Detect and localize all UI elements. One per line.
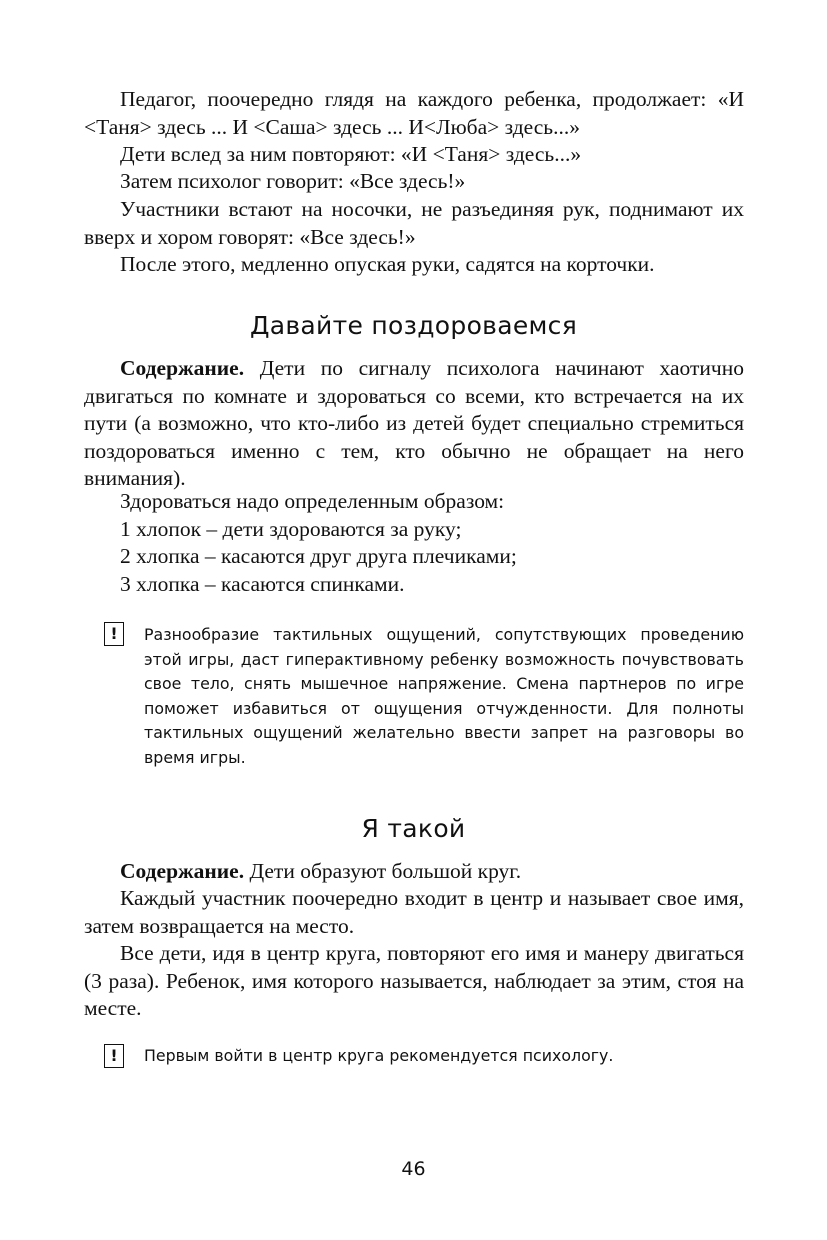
section2-paragraph-2: Каждый участник поочередно входит в центр и называет свое имя, затем возвращается на место.: [84, 886, 744, 938]
content-text: Дети образуют большой круг.: [244, 859, 522, 883]
page-number: 46: [401, 1158, 426, 1180]
exclamation-note-icon: !: [104, 622, 124, 646]
rule-2-claps: 2 хлопка – касаются друг друга плечиками;: [120, 544, 517, 568]
section-title-greeting: Давайте поздороваемся: [249, 311, 578, 340]
section2-content-paragraph: [84, 858, 744, 886]
rule-1-clap: 1 хлопок – дети здороваются за руку;: [120, 517, 462, 541]
exclamation-note-icon: !: [104, 1044, 124, 1068]
section2-note: Первым войти в центр круга рекомендуется психологу.: [144, 1046, 614, 1065]
section-title-i-am-like-this: Я такой: [361, 814, 466, 843]
section2-paragraph-3: Все дети, идя в центр круга, повторяют его имя и манеру двигаться (3 раза). Ребенок, имя которого называется, наблюдает за этим, стоя на месте.: [84, 941, 744, 1020]
section1-note: Разнообразие тактильных ощущений, сопутствующих проведению этой игры, даст гиперактивному ребенку возможность почувствовать свое тело, снять мышечное напряжение. Смена партнеров по игре поможет избавиться от ощущения отчужденности. Для полноты тактильных ощущений желательно ввести запрет на разговоры во время игры.: [144, 625, 744, 767]
intro-paragraph-2: Дети вслед за ним повторяют: «И <Таня> здесь...»: [120, 142, 582, 166]
intro-paragraph-3: Затем психолог говорит: «Все здесь!»: [120, 169, 466, 193]
section1-paragraph-2: Здороваться надо определенным образом:: [120, 489, 505, 513]
rule-3-claps: 3 хлопка – касаются спинками.: [120, 572, 405, 596]
section1-content-paragraph: [84, 355, 744, 493]
intro-paragraph-4: Участники встают на носочки, не разъединяя рук, поднимают их вверх и хором говорят: «Все здесь!»: [84, 197, 744, 249]
content-label: Содержание.: [120, 356, 245, 380]
content-label: Содержание.: [120, 859, 245, 883]
intro-paragraph-1: Педагог, поочередно глядя на каждого ребенка, продолжает: «И <Таня> здесь ... И <Саша> здесь ... И<Люба> здесь...»: [84, 87, 744, 139]
content-text: Дети по сигналу психолога начинают хаотично двигаться по комнате и здороваться со всеми, кто встречается на их пути (а возможно, что кто-либо из детей будет специально стремиться поздороваться именно с тем, кто обычно не обращает на него внимания).: [84, 356, 744, 490]
intro-paragraph-5: После этого, медленно опуская руки, садятся на корточки.: [120, 252, 655, 276]
